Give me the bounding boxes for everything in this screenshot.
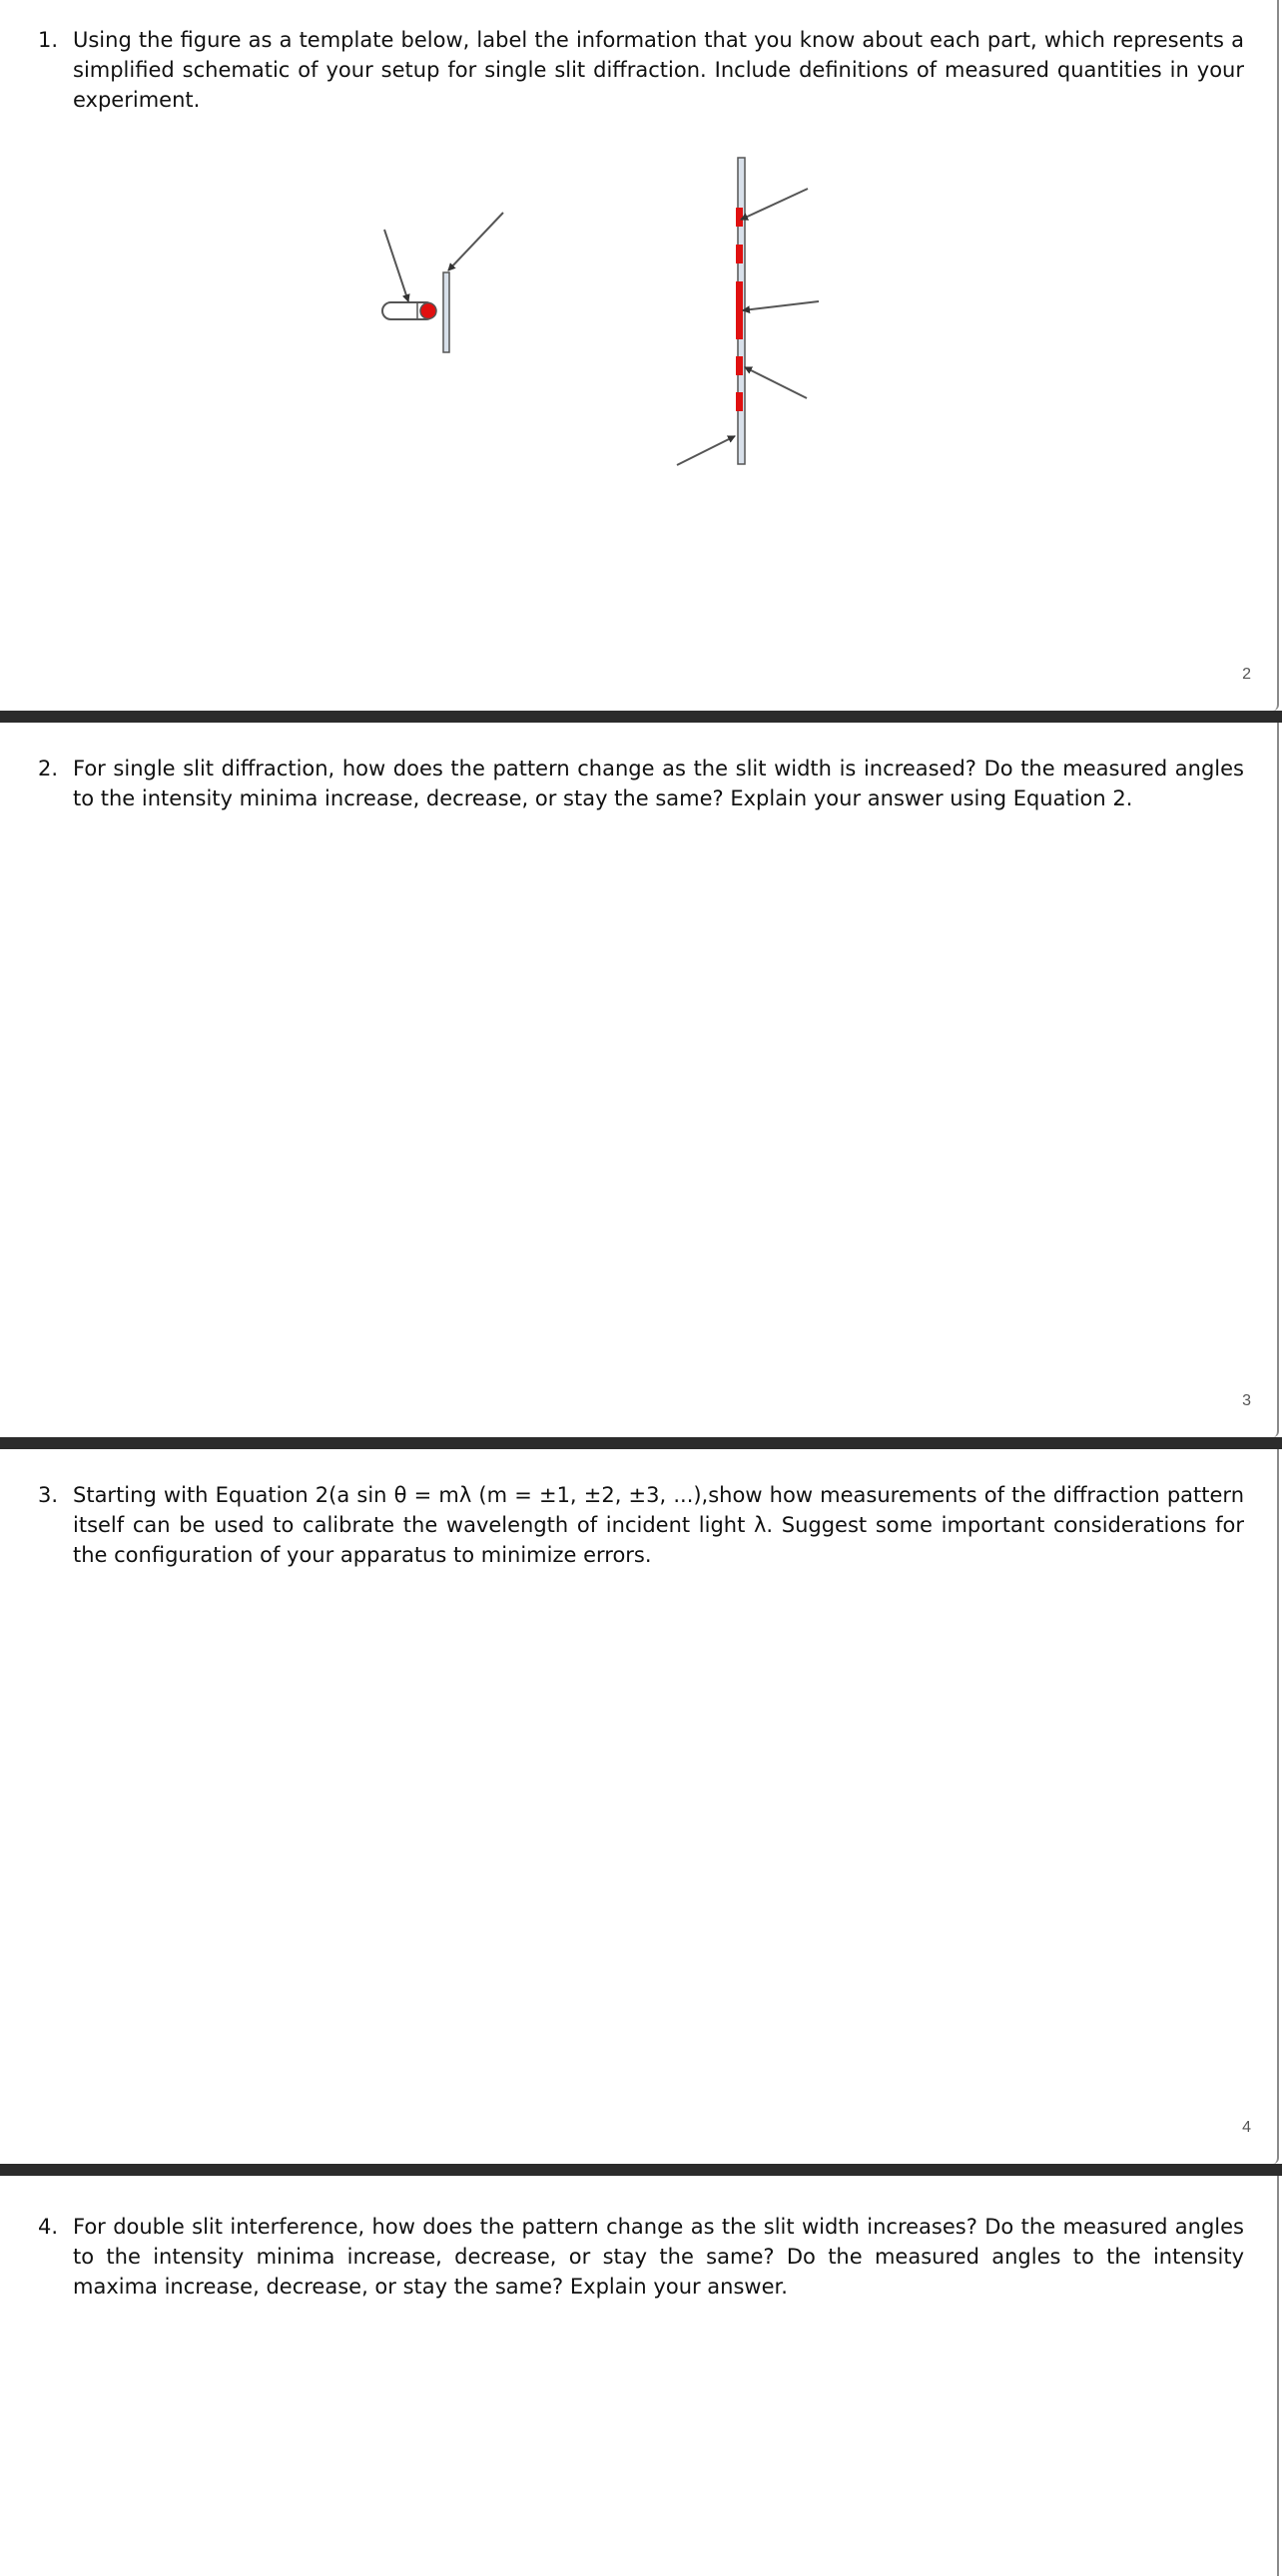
page-number: 3 [1242,1392,1251,1409]
laser-icon [382,302,436,319]
page-2 [0,0,1279,711]
fringe [736,392,743,411]
fringe [736,208,743,227]
arrow-to-screen [677,436,735,465]
page-gap [0,2164,1282,2176]
question-text: For double slit interference, how does the pattern change as the slit width increases? Do the measured angles to the intensity minima increase, decrease, or stay the same? Do the measured angles to the intensity maxima increase, decrease, or stay the same? Explain your answer. [73,2215,1244,2299]
arrow-to-laser [384,230,408,301]
question-number: 3. [38,1483,59,1507]
question-text: Using the figure as a template below, label the information that you know about each part, which represents a simplified schematic of your setup for single slit diffraction. Include definitions of measured quantities in your experiment. [73,28,1244,112]
question-4 [38,2212,1244,2302]
page-3 [0,723,1279,1437]
page-gap [0,1437,1282,1449]
fringe [736,245,743,263]
page-5 [0,2176,1279,2576]
page-number: 4 [1242,2119,1251,2136]
question-text: For single slit diffraction, how does the pattern change as the slit width is increased? Do the measured angles to the intensity minima increase, decrease, or stay the same? Explain your answer using Equation 2. [73,757,1244,810]
question-3 [38,1480,1244,1570]
arrow-to-central-fringe [743,301,819,310]
arrow-to-first-fringe [741,189,808,220]
question-2 [38,754,1244,813]
question-number: 4. [38,2215,59,2239]
single-slit-schematic [0,0,1279,711]
slit-plate [443,272,449,352]
question-number: 2. [38,757,59,780]
fringe [736,356,743,375]
arrow-to-slit [448,213,503,270]
page-gap [0,711,1282,723]
page-number: 2 [1242,666,1251,683]
question-number: 1. [38,28,59,52]
central-fringe [736,281,743,339]
arrow-to-minimum [745,367,807,398]
page-4 [0,1449,1279,2164]
question-text: Starting with Equation 2(a sin θ = mλ (m = ±1, ±2, ±3, ...),show how measurements of the diffraction pattern itself can be used to calibrate the wavelength of incident light λ. Suggest some important considerations for the configuration of your apparatus to minimize errors. [73,1483,1244,1567]
